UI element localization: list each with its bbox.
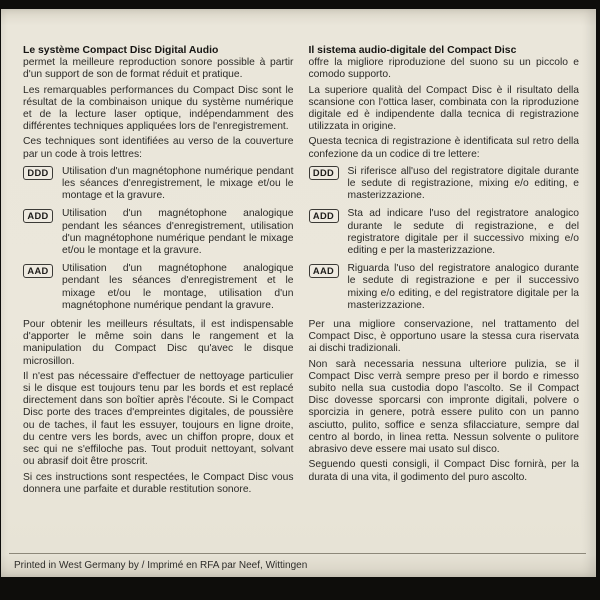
code-item-ddd <box>23 166 294 203</box>
column-title-french: Le système Compact Disc Digital Audio <box>23 45 219 56</box>
intro-paragraph: offre la migliore riproduzione del suono su un piccolo e comodo supporto. <box>308 57 579 81</box>
code-description: Utilisation d'un magnétophone numérique pendant les séances d'enregistrement, le mixage et/ou le montage et la gravure. <box>62 165 294 202</box>
code-description: Si riferisce all'uso del registratore digitale durante le sedute di registrazione, mixing e/o editing, e masterizzazione. <box>347 165 579 202</box>
code-item-ddd <box>309 166 580 203</box>
code-description: Riguarda l'uso del registratore analogico durante le sedute di registrazione e per il successivo mixing e/o editing, e del registratore digitale per la masterizzazione. <box>347 263 579 311</box>
code-description: Utilisation d'un magnétophone analogique pendant les séances d'enregistrement et le mixage et/ou le montage, utilisation d'un magnétophone numérique pendant la gravure. <box>62 263 294 311</box>
code-badge-aad: AAD <box>23 264 53 278</box>
code-badge-ddd: DDD <box>309 166 339 180</box>
code-description: Utilisation d'un magnétophone analogique pendant les séances d'enregistrement, utilisation d'un magnétophone numérique pendant le mixage et/ou le montage et la gravure. <box>62 208 294 257</box>
code-item-add <box>23 208 294 257</box>
column-french <box>23 45 294 499</box>
code-item-add <box>309 208 580 257</box>
care-paragraph: Seguendo questi consigli, il Compact Disc fornirà, per la durata di una vita, il godimento del puro ascolto. <box>308 459 579 483</box>
code-list-french <box>23 166 294 312</box>
booklet-page <box>1 9 596 577</box>
care-paragraph: Si ces instructions sont respectées, le Compact Disc vous donnera une parfaite et durable restitution sonore. <box>23 471 294 495</box>
code-badge-add: ADD <box>309 209 339 223</box>
care-paragraph: Pour obtenir les meilleurs résultats, il est indispensable d'apporter le même soin dans le rangement et la manipulation du Compact Disc qu'avec le disque microsillon. <box>23 319 294 367</box>
text-columns <box>23 45 579 499</box>
column-title-italian: Il sistema audio-digitale del Compact Disc <box>308 45 517 56</box>
code-item-aad <box>23 263 294 312</box>
care-paragraph: Per una migliore conservazione, nel trattamento del Compact Disc, è opportuno usare la stessa cura riservata ai dischi tradizionali. <box>308 319 579 355</box>
intro-paragraph: Ces techniques sont identifiées au verso de la couverture par un code à trois lettres: <box>23 136 294 160</box>
code-badge-add: ADD <box>23 209 53 223</box>
column-italian <box>309 45 580 499</box>
intro-paragraph: La superiore qualità del Compact Disc è il risultato della scansione con l'ottica laser, combinata con la riproduzione digitale ed è indipendente dalla tecnica di registrazione utilizzata in origine. <box>308 84 579 133</box>
care-paragraph: Il n'est pas nécessaire d'effectuer de nettoyage particulier si le disque est toujours tenu par les bords et est replacé directement dans son boîtier après l'écoute. Si le Compact Disc porte des traces d'empreintes digitales, de poussière ou de taches, il faut les essuyer, toujours en ligne droite, du centre vers les bords, avec un chiffon propre, doux et sec qui ne s'effiloche pas. Tout produit nettoyant, solvant ou abrasif doit être proscrit. <box>23 370 294 468</box>
code-description: Sta ad indicare l'uso del registratore analogico durante le sedute di registrazione, e del registratore digitale per il successivo mixing e/o editing e per la masterizzazione. <box>347 208 579 257</box>
code-item-aad <box>309 263 580 312</box>
imprint-text: Printed in West Germany by / Imprimé en RFA par Neef, Wittingen <box>14 560 308 571</box>
intro-paragraph: permet la meilleure reproduction sonore possible à partir d'un support de son de format réduit et pratique. <box>23 57 294 81</box>
intro-paragraph: Questa tecnica di registrazione è identificata sul retro della confezione da un codice di tre lettere: <box>308 136 579 160</box>
code-badge-aad: AAD <box>309 264 339 278</box>
footer-divider <box>9 553 586 554</box>
code-badge-ddd: DDD <box>23 166 53 180</box>
intro-paragraph: Les remarquables performances du Compact Disc sont le résultat de la combinaison unique du système numérique et de la lecture laser optique, indépendamment des différentes techniques appliquées lors de l'enregistrement. <box>23 84 294 133</box>
code-list-italian <box>309 166 580 312</box>
care-paragraph: Non sarà necessaria nessuna ulteriore pulizia, se il Compact Disc verrà sempre preso per il bordo e rimesso subito nella sua custodia dopo l'ascolto. Se il Compact Disc dovesse sporcarsi con impronte digitali, polvere o sporcizia in genere, potrà essere pulito con un panno asciutto, pulito, soffice e senza sfilacciature, sempre dal centro al bordo, in linea retta. Nessun solvente o pulitore abrasivo deve essere mai usato sul disco. <box>308 358 579 456</box>
